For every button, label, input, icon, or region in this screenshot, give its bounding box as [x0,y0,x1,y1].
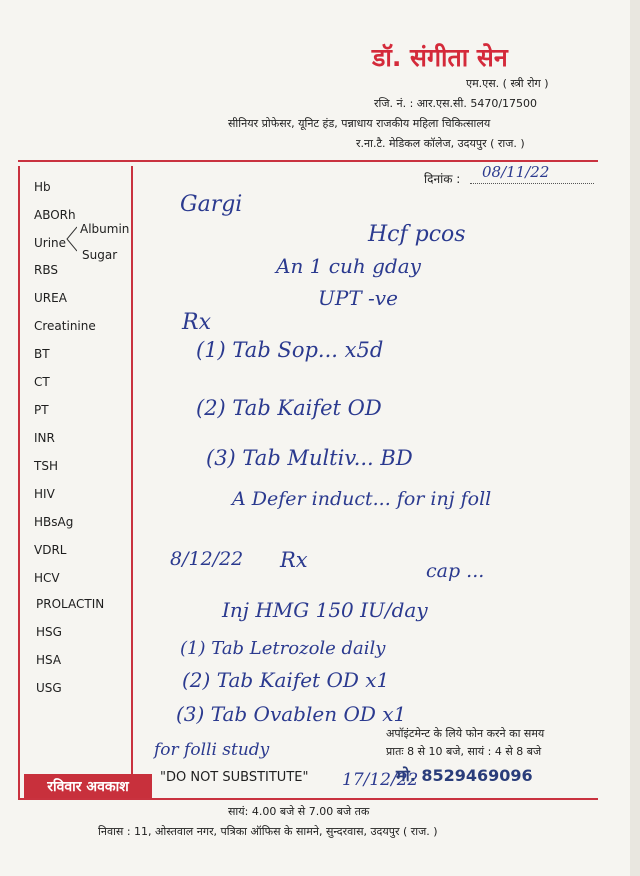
tests-column-divider [131,166,133,798]
paper-edge [630,0,640,876]
test-hsg: HSG [36,625,62,639]
defer-note: A Defer induct... for inj foll [232,488,492,510]
injection: Inj HMG 150 IU/day [222,598,428,622]
test-usg: USG [36,681,62,695]
urine-brace [65,225,77,253]
medicine-3: (3) Tab Multiv... BD [206,446,413,470]
test-hbsag: HBsAg [34,515,74,529]
test-aborh: ABORh [34,208,76,222]
college-name: र.ना.टै. मेडिकल कॉलेज, उदयपुर ( राज. ) [356,137,525,150]
registration-number: रजि. नं. : आर.एस.सी. 5470/17500 [374,97,538,110]
rx-symbol-2: Rx [280,548,308,572]
evening-timing: सायं: 4.00 बजे से 7.00 बजे तक [228,805,370,818]
doctor-position: सीनियर प्रोफेसर, यूनिट हंड, पन्नाधाय राजकीय महिला चिकित्सालय [228,117,491,130]
test-albumin: Albumin [80,222,130,236]
phone-number: मो. 8529469096 [396,766,533,785]
test-hb: Hb [34,180,51,194]
test-rbs: RBS [34,263,58,277]
medicine-4: (1) Tab Letrozole daily [180,638,386,659]
date-handwritten: 08/11/22 [482,163,550,181]
appointment-title: अपॉइंटमेन्ट के लिये फोन करने का समय [386,727,545,740]
do-not-substitute: "DO NOT SUBSTITUTE" [160,770,309,785]
test-tsh: TSH [34,459,58,473]
medicine-6: (3) Tab Ovablen OD x1 [176,702,407,726]
diagnosis: Hcf pcos [368,222,466,247]
test-pt: PT [34,403,49,417]
footer-divider [18,798,598,800]
capsule-note: cap ... [426,560,485,582]
medicine-5: (2) Tab Kaifet OD x1 [182,668,390,692]
medicine-1: (1) Tab Sop... x5d [196,338,384,362]
residence-address: निवास : 11, ओस्तवाल नगर, पत्रिका ऑफिस के सामने, सुन्दरवास, उदयपुर ( राज. ) [98,825,438,838]
follicular-study: for folli study [154,740,270,760]
patient-name: Gargi [180,192,243,217]
test-prolactin: PROLACTIN [36,597,105,611]
date-label: दिनांक : [424,172,461,186]
test-vdrl: VDRL [34,543,67,557]
test-urine: Urine [34,236,67,250]
history-note: An 1 cuh gday [276,254,421,278]
rx-symbol: Rx [182,310,211,335]
test-hsa: HSA [36,653,62,667]
test-urea: UREA [34,291,67,305]
test-sugar: Sugar [82,248,118,262]
test-bt: BT [34,347,50,361]
test-hcv: HCV [34,571,60,585]
test-ct: CT [34,375,50,389]
doctor-degree: एम.एस. ( स्त्री रोग ) [466,77,549,90]
header-divider [18,160,598,162]
test-inr: INR [34,431,55,445]
sunday-off-badge: रविवार अवकाश [24,774,152,800]
medicine-2: (2) Tab Kaifet OD [196,396,382,420]
tests-column-left-border [18,166,20,798]
upt-result: UPT -ve [318,286,398,310]
followup-date: 8/12/22 [170,548,244,570]
test-creatinine: Creatinine [34,319,96,333]
doctor-name: डॉ. संगीता सेन [372,43,508,72]
followup-date-2: 17/12/22 [342,770,419,790]
test-hiv: HIV [34,487,55,501]
date-line [470,183,594,184]
appointment-timing: प्रातः 8 से 10 बजे, सायं : 4 से 8 बजे [386,745,542,758]
